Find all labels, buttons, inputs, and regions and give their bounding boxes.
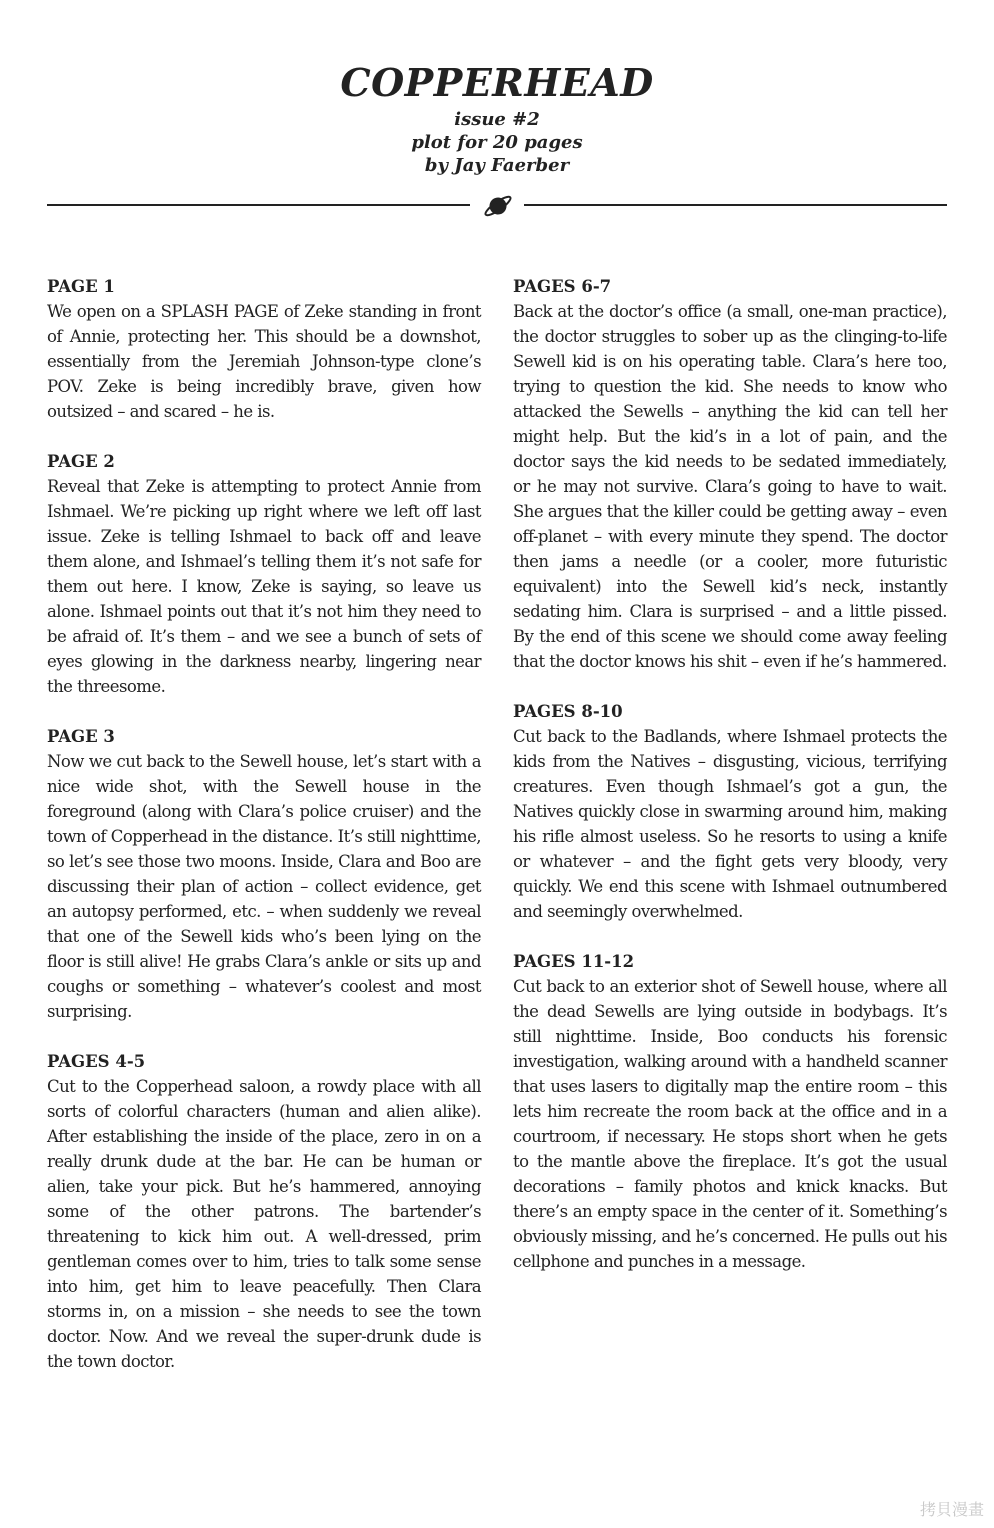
section-text: We open on a SPLASH PAGE of Zeke standing in front of Annie, protecting her. This should be a downshot, essentially from the Jeremiah Johnson-type clone’s POV. Zeke is being incredibly brave, given how outsized – and scared – he is. — [47, 302, 481, 421]
author-line: by Jay Faerber — [424, 155, 570, 176]
plot-section — [47, 274, 481, 424]
watermark: 拷貝漫畫 — [919, 1500, 984, 1519]
header-divider-left — [47, 204, 470, 206]
section-text: Cut back to an exterior shot of Sewell house, where all the dead Sewells are lying outside in bodybags. It’s still nighttime. Inside, Boo conducts his forensic investigation, walking around with a handheld scanner that uses lasers to digitally map the entire room – this lets him recreate the room back at the office and in a courtroom, if necessary. He stops short when he gets to the mantle above the fireplace. It’s got the usual decorations – family photos and knick knacks. But there’s an empty space in the center of it. Something’s obviously missing, and he’s concerned. He pulls out his cellphone and punches in a message. — [513, 977, 947, 1271]
section-text: Cut to the Copperhead saloon, a rowdy place with all sorts of colorful characters (human and alien alike). After establishing the inside of the place, zero in on a really drunk dude at the bar. He can be human or alien, take your pick. But he’s hammered, annoying some of the other patrons. The bartender’s threatening to kick him out. A well-dressed, prim gentleman comes over to him, tries to talk some sense into him, get him to leave peacefully. Then Clara storms in, on a mission – she needs to see the town doctor. Now. And we reveal the super-drunk dude is the town doctor. — [47, 1077, 481, 1371]
plot-section — [47, 724, 481, 1024]
plot-section — [513, 274, 947, 674]
left-column — [47, 274, 481, 1399]
document-title: COPPERHEAD — [340, 60, 654, 105]
section-heading: PAGE 3 — [47, 727, 115, 746]
section-heading: PAGES 8-10 — [513, 702, 623, 721]
section-heading: PAGES 6-7 — [513, 277, 612, 296]
section-heading: PAGES 11-12 — [513, 952, 635, 971]
planet-icon — [481, 188, 515, 224]
section-text: Cut back to the Badlands, where Ishmael protects the kids from the Natives – disgusting, vicious, terrifying creatures. Even though Ishmael’s got a gun, the Natives quickly close in swarming around him, making his rifle almost useless. So he resorts to using a knife or whatever – and the fight gets very bloody, very quickly. We end this scene with Ishmael outnumbered and seemingly overwhelmed. — [513, 727, 947, 921]
section-text: Now we cut back to the Sewell house, let’s start with a nice wide shot, with the Sewell house in the foreground (along with Clara’s police cruiser) and the town of Copperhead in the distance. It’s still nighttime, so let’s see those two moons. Inside, Clara and Boo are discussing their plan of action – collect evidence, get an autopsy performed, etc. – when suddenly we reveal that one of the Sewell kids who’s been lying on the floor is still alive! He grabs Clara’s ankle or sits up and coughs or something – whatever’s coolest and most surprising. — [47, 752, 481, 1021]
plot-section — [513, 949, 947, 1274]
plot-section — [47, 449, 481, 699]
section-heading: PAGE 2 — [47, 452, 115, 471]
section-heading: PAGES 4-5 — [47, 1052, 146, 1071]
document-header — [0, 58, 994, 177]
plot-length: plot for 20 pages — [411, 132, 583, 153]
issue-number: issue #2 — [454, 109, 540, 130]
section-heading: PAGE 1 — [47, 277, 115, 296]
plot-section — [513, 699, 947, 924]
right-column — [513, 274, 947, 1299]
plot-section — [47, 1049, 481, 1374]
header-divider-right — [524, 204, 947, 206]
section-text: Reveal that Zeke is attempting to protect Annie from Ishmael. We’re picking up right where we left off last issue. Zeke is telling Ishmael to back off and leave them alone, and Ishmael’s telling them it’s not safe for them out here. I know, Zeke is saying, so leave us alone. Ishmael points out that it’s not him they need to be afraid of. It’s them – and we see a bunch of sets of eyes glowing in the darkness nearby, lingering near the threesome. — [47, 477, 481, 696]
section-text: Back at the doctor’s office (a small, one-man practice), the doctor struggles to sober up as the clinging-to-life Sewell kid is on his operating table. Clara’s here too, trying to question the kid. She needs to know who attacked the Sewells – anything the kid can tell her might help. But the kid’s in a lot of pain, and the doctor says the kid needs to be sedated immediately, or he may not survive. Clara’s going to have to wait. She argues that the killer could be getting away – even off-planet – with every minute they spend. The doctor then jams a needle (or a cooler, more futuristic equivalent) into the Sewell kid’s neck, instantly sedating him. Clara is surprised – and a little pissed. By the end of this scene we should come away feeling that the doctor knows his shit – even if he’s hammered. — [513, 302, 947, 671]
